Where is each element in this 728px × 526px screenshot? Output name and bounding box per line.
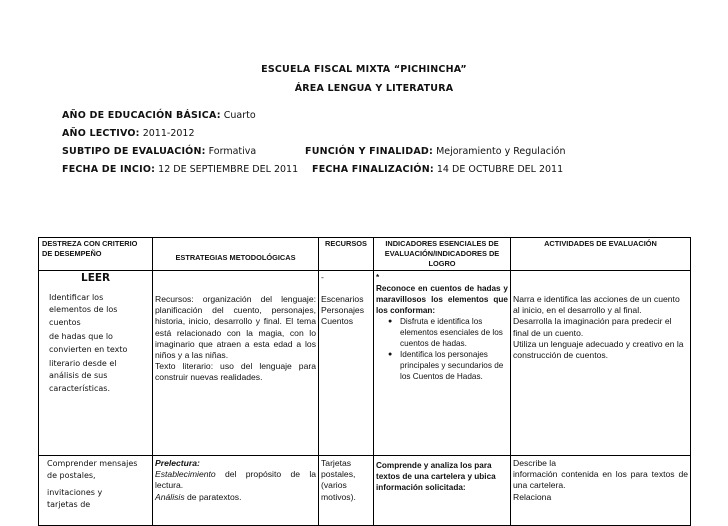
lectivo-value: 2011-2012	[142, 128, 195, 139]
indicador-bullet-text: Disfruta e identifica los elementos esenciales de los cuentos de hadas.	[400, 317, 503, 348]
row1-estrategias	[153, 271, 319, 456]
school-title: ESCUELA FISCAL MIXTA “PICHINCHA”	[261, 64, 467, 75]
actividad-item: información contenida en los para textos de una cartelera.	[513, 469, 688, 491]
establecimiento-term: Establecimiento	[155, 469, 216, 480]
destreza-line: características.	[49, 383, 110, 393]
row1-destreza	[39, 271, 153, 456]
table-row	[39, 456, 691, 526]
meta-fin	[312, 164, 563, 175]
recurso-item: (varios	[321, 480, 347, 491]
destreza-line: cuentos	[49, 317, 81, 327]
funcion-value: Mejoramiento y Regulación	[436, 146, 566, 157]
leer-label: LEER	[81, 272, 111, 284]
table-row	[39, 271, 691, 456]
recurso-item: Tarjetas	[321, 458, 352, 468]
table-header-row	[39, 238, 691, 271]
prelectura-label: Prelectura:	[155, 458, 200, 468]
header-estrategias-label: ESTRATEGIAS METODOLÓGICAS	[175, 252, 296, 262]
fin-label: FECHA FINALIZACIÓN:	[312, 164, 434, 175]
meta-anio	[62, 110, 256, 121]
destreza-line: de postales,	[47, 471, 96, 481]
row2-estrategias	[153, 456, 319, 526]
inicio-value: 12 DE SEPTIEMBRE DEL 2011	[158, 164, 299, 175]
indicador-bullet	[390, 349, 508, 382]
row1-actividades	[511, 271, 691, 456]
analisis-rest: de paratextos.	[187, 491, 242, 502]
actividad-item: Utiliza un lenguaje adecuado y creativo en la construcción de cuentos.	[513, 338, 684, 361]
row2-destreza	[39, 456, 153, 526]
anio-label: AÑO DE EDUCACIÓN BÁSICA:	[62, 110, 221, 121]
actividad-item: Narra e identifica las acciones de un cuento al inicio, en el desarrollo y al final.	[513, 294, 680, 316]
estrategia-paragraph: Recursos: organización del lenguaje: planificación del cuento, personajes, historia, inicio, desarrollo y final. El tema está relacionado con la magia, con lo imaginario que atraen a esta edad a los niños y a las niñas.	[155, 294, 316, 361]
row1-recursos	[319, 271, 374, 456]
destreza-line: tarjetas de	[47, 500, 91, 510]
header-indicadores: INDICADORES ESENCIALES DE EVALUACIÓN/INDICADORES DE LOGRO	[374, 238, 511, 271]
destreza-line: elementos de los	[49, 305, 118, 315]
recurso-item: Escenarios	[321, 294, 364, 304]
row2-actividades	[511, 456, 691, 526]
destreza-line: Comprender mensajes	[47, 459, 138, 468]
inicio-label: FECHA DE INCIO:	[62, 164, 156, 175]
destreza-line: de hadas que lo	[49, 332, 113, 342]
analisis-term: Análisis	[155, 491, 185, 502]
estrategia-paragraph: Texto literario: uso del lenguaje para construir nuevas realidades.	[155, 361, 316, 383]
header-actividades: ACTIVIDADES DE EVALUACIÓN	[511, 238, 691, 271]
header-destreza: DESTREZA CON CRITERIO DE DESEMPEÑO	[39, 238, 153, 271]
area-title: ÁREA LENGUA Y LITERATURA	[294, 83, 454, 94]
header-estrategias	[153, 238, 319, 271]
row1-indicadores	[374, 271, 511, 456]
analisis-line	[155, 492, 316, 503]
actividad-item: Desarrolla la imaginación para predecir el final de un cuento.	[513, 316, 672, 338]
row2-indicadores	[374, 456, 511, 526]
destreza-line: análisis de sus	[49, 371, 108, 381]
recurso-item: Cuentos	[321, 316, 354, 327]
actividad-item: Relaciona	[513, 491, 552, 502]
destreza-line: convierten en texto	[49, 344, 128, 354]
recurso-item: motivos).	[321, 491, 356, 502]
subtipo-value: Formativa	[208, 146, 257, 157]
meta-subtipo	[62, 146, 256, 157]
recurso-item: Personajes	[321, 305, 364, 316]
meta-inicio	[62, 164, 298, 175]
row1-destreza-text	[41, 292, 150, 395]
establecimiento-rest: del propósito de la lectura.	[155, 469, 317, 491]
meta-funcion	[305, 146, 565, 157]
indicador-bullet-text: Identifica los personajes principales y secundarios de los Cuentos de Hadas.	[400, 350, 504, 381]
fin-value: 14 DE OCTUBRE DEL 2011	[436, 164, 564, 175]
lectivo-label: AÑO LECTIVO:	[62, 128, 140, 139]
subtipo-label: SUBTIPO DE EVALUACIÓN:	[62, 146, 206, 157]
recurso-item: postales,	[321, 469, 356, 480]
meta-lectivo	[62, 128, 195, 139]
header-recursos: RECURSOS	[319, 238, 374, 271]
evaluation-table	[38, 237, 691, 526]
destreza-line: literario desde el	[49, 359, 117, 369]
indicador-mark: *	[376, 273, 380, 282]
indicador-bullet	[390, 316, 508, 349]
indicador-title: Comprende y analiza los para textos de una cartelera y ubica información solicitada:	[376, 461, 496, 492]
row2-recursos	[319, 456, 374, 526]
actividad-item: Describe la	[513, 458, 556, 468]
establecimiento-line	[155, 469, 316, 491]
destreza-line: Identificar los	[49, 293, 104, 302]
anio-value: Cuarto	[223, 110, 256, 121]
funcion-label: FUNCIÓN Y FINALIDAD:	[305, 146, 434, 157]
indicador-title: Reconoce en cuentos de hadas y maravillosos los elementos que los conforman:	[376, 284, 508, 315]
recursos-mark: -	[321, 272, 324, 282]
destreza-line: invitaciones y	[47, 487, 103, 497]
